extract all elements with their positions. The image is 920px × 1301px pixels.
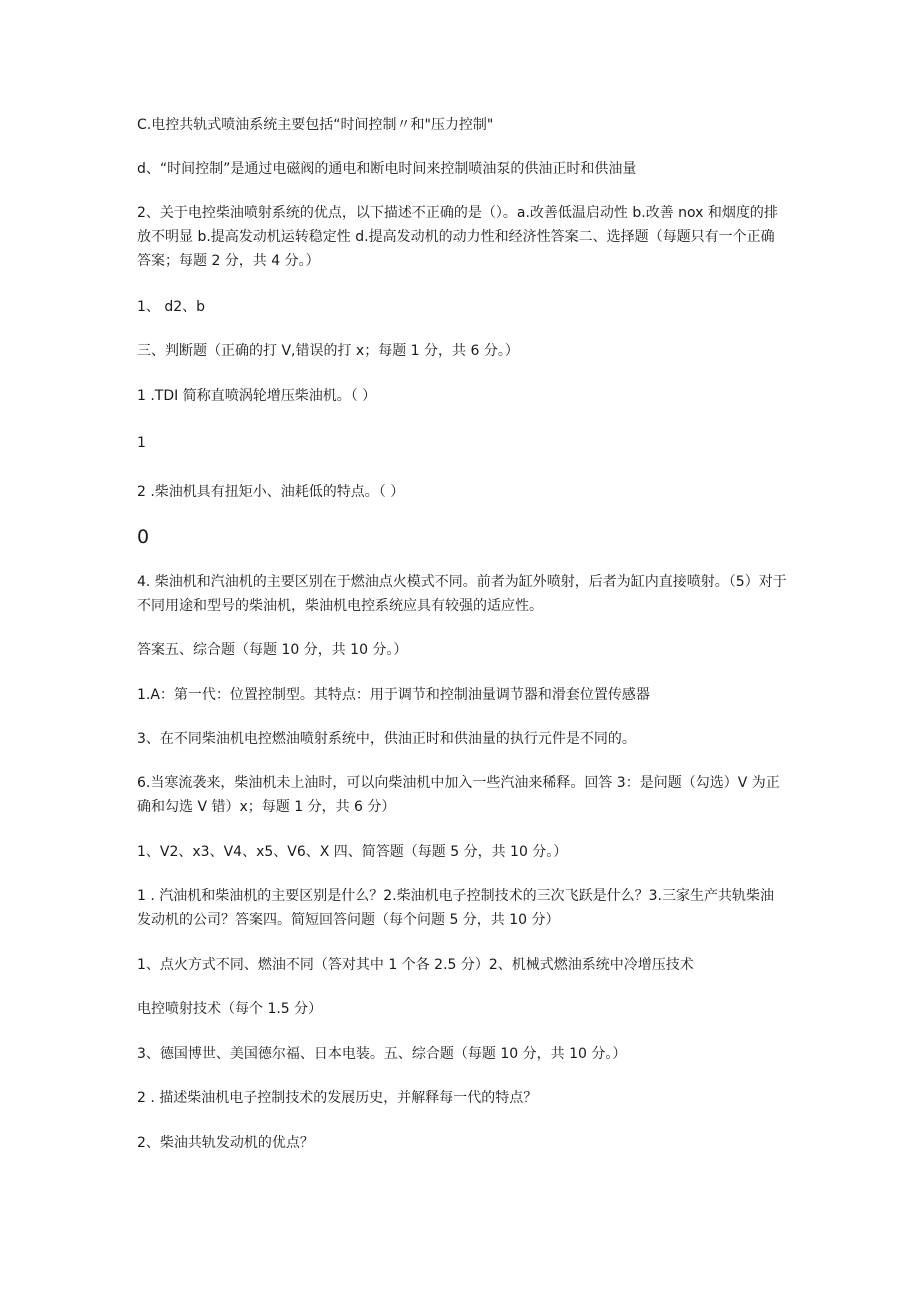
paragraph-diesel-torque-question: 2 .柴油机具有扭矩小、油耗低的特点。（ ）	[137, 484, 405, 500]
paragraph-question-4: 4. 柴油机和汽油机的主要区别在于燃油点火模式不同。前者为缸外喷射，后者为缸内直接喷射。（5）对于不同用途和型号的柴油机，柴油机电控系统应具有较强的适应性。	[137, 574, 787, 614]
paragraph-short-answer-1-2: 1、点火方式不同、燃油不同（答对其中 1 个各 2.5 分）2、机械式燃油系统中冷增压技术	[137, 957, 694, 973]
paragraph-history-question: 2 . 描述柴油机电子控制技术的发展历史，并解释每一代的特点？	[137, 1090, 538, 1106]
paragraph-true-false-answers: 1、V2、x3、V4、x5、V6、X 四、简答题（每题 5 分，共 10 分。）	[137, 844, 568, 860]
paragraph-question-6: 6.当寒流袭来，柴油机未上油时，可以向柴油机中加入一些汽油来稀释。回答 3：是问题（勾选）V 为正确和勾选 V 错）x；每题 1 分，共 6 分）	[137, 775, 780, 815]
paragraph-answer-0: 0	[137, 526, 150, 548]
paragraph-common-rail-control: C.电控共轨式喷油系统主要包括“时间控制〃和"压力控制"	[137, 117, 494, 133]
section-heading-true-false: 三、判断题（正确的打 V,错误的打 x；每题 1 分，共 6 分。）	[137, 343, 519, 359]
paragraph-time-control: d、“时间控制”是通过电磁阀的通电和断电时间来控制喷油泵的供油正时和供油量	[137, 161, 637, 177]
paragraph-choice-answers: 1、 d2、b	[137, 299, 206, 315]
paragraph-tdi-question: 1 .TDI 简称直喷涡轮增压柴油机。（ ）	[137, 388, 377, 404]
paragraph-actuators: 3、在不同柴油机电控燃油喷射系统中，供油正时和供油量的执行元件是不同的。	[137, 731, 636, 747]
paragraph-electronic-injection: 电控喷射技术（每个 1.5 分）	[137, 1001, 323, 1017]
paragraph-question-2-choice: 2、关于电控柴油喷射系统的优点，以下描述不正确的是（）。a.改善低温启动性 b.改善 nox 和烟度的排放不明显 b.提高发动机运转稳定性 d.提高发动机的动力性和经济性答案二、选择题（每题只有一个正确答案；每题 2 分，共 4 分。）	[137, 205, 778, 269]
paragraph-common-rail-advantages: 2、柴油共轨发动机的优点？	[137, 1135, 314, 1151]
paragraph-short-answer-questions: 1 . 汽油机和柴油机的主要区别是什么？2.柴油机电子控制技术的三次飞跃是什么？3.三家生产共轨柴油发动机的公司？答案四。简短回答问题（每个问题 5 分，共 10 分）	[137, 888, 774, 928]
section-heading-comprehensive: 答案五、综合题（每题 10 分，共 10 分。）	[137, 642, 408, 658]
paragraph-short-answer-3: 3、德国博世、美国德尔福、日本电装。五、综合题（每题 10 分，共 10 分。）	[137, 1046, 627, 1062]
paragraph-first-generation: 1.A：第一代：位置控制型。其特点：用于调节和控制油量调节器和滑套位置传感器	[137, 687, 650, 703]
paragraph-answer-1: 1	[137, 435, 146, 451]
